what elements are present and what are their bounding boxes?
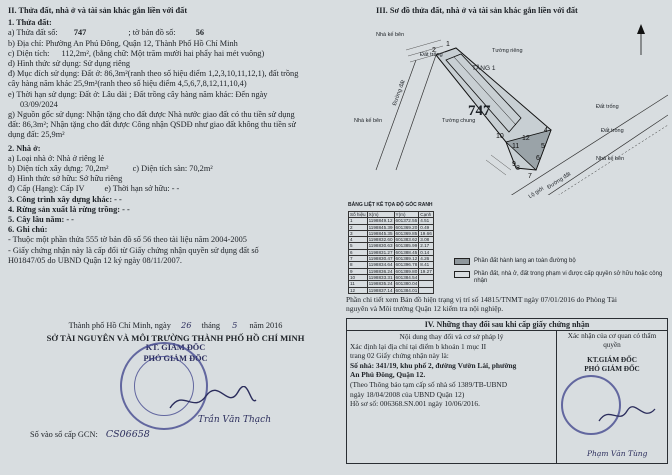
purpose-line-2: cây hàng năm khác 25,9m²(ranh theo số hiệu điểm 4,5,6,7,8,12,11,10,4) [8, 79, 247, 89]
coords-cell: 601384.01 [395, 287, 418, 293]
coords-cell: 1198830.47 [368, 256, 393, 262]
build-area: b) Diện tích xây dựng: 70,2m² [8, 164, 109, 174]
coords-cell: 1198837.14 [368, 287, 393, 293]
other-works: 3. Công trình xây dựng khác: - - [8, 194, 122, 204]
house-type: a) Loại nhà ở: Nhà ở riêng lẻ [8, 153, 105, 163]
purpose-line-1: đ) Mục đích sử dụng: Đất ở: 86,3m²(ranh theo số hiệu điểm 1,2,3,10,11,12,1), đất trồng [8, 69, 299, 79]
date-day: 26 [180, 320, 192, 330]
term-line-2: 03/09/2024 [20, 99, 58, 109]
source-line-2: nguyên và Môi trường Quận 12 kiểm tra nội nghiệp. [346, 304, 504, 313]
label-road-2: Đường đất [546, 171, 573, 191]
svg-text:4: 4 [544, 127, 548, 134]
owned-swatch-icon [454, 271, 470, 278]
coords-cell: 5 [349, 243, 368, 249]
signer-name: Trần Văn Thạch [198, 415, 272, 425]
confirm-signature-scribble [597, 403, 657, 427]
change-1: Xác định lại địa chỉ tại điểm b khoản 1 mục II [350, 341, 487, 351]
address-value: Phường An Phú Đông, Quận 12, Thành Phố Hồ Chí Minh [45, 38, 238, 48]
coords-title: BẢNG LIỆT KÊ TỌA ĐỘ GÓC RANH [348, 202, 433, 208]
label-neighbor-3: Nhà kế bên [596, 156, 625, 162]
coords-cell: 601372.55 [395, 218, 418, 224]
coords-cell: 1 [349, 218, 368, 224]
coords-cell: 1198845.39 [368, 224, 393, 230]
area-line [8, 49, 343, 59]
coords-cell: 4.26 [419, 256, 434, 262]
note-2: - Giấy chứng nhận này là cấp đổi từ Giấy chứng nhận quyền sử dụng đất số [8, 245, 259, 255]
svg-text:11: 11 [512, 143, 520, 150]
svg-text:2: 2 [432, 47, 436, 54]
change-5: (Theo Thông báo tạm cấp số nhà số 1389/TB-UBND [350, 379, 508, 389]
legend-owned-label: Phần đất, nhà ở, đất trong phạm vi được cấp quyền sở hữu hoặc công nhận [474, 271, 663, 284]
right-column [346, 6, 668, 458]
coords-cell: 601388.45 [395, 249, 418, 255]
col-content-header: Nội dung thay đổi và cơ sở pháp lý [399, 332, 504, 341]
label-own-wall: Tường riêng [492, 48, 523, 54]
changes-table [346, 318, 668, 464]
date-month-label: tháng [201, 321, 221, 330]
coords-cell: 601396.78 [395, 262, 418, 268]
change-7: Hồ sơ số: 006368.SN.001 ngày 10/06/2016. [350, 399, 480, 409]
signature-block [8, 320, 343, 425]
entry-label: Số vào sổ cấp GCN: [30, 430, 98, 439]
section-title: II. Thửa đất, nhà ở và tài sản khác gắn liền với đất [8, 6, 188, 15]
label-shared-wall: Tường chung [442, 118, 476, 124]
svg-text:1: 1 [446, 41, 450, 48]
legend-item-owned [454, 271, 664, 285]
coords-cell: 3.08 [419, 237, 434, 243]
origin-line-3: dụng đất: 25,9m² [8, 130, 65, 140]
label-neighbor: Nhà kế bên [376, 32, 405, 38]
svg-text:10: 10 [496, 133, 504, 140]
svg-text:8: 8 [516, 165, 520, 172]
svg-text:12: 12 [522, 135, 530, 142]
coords-table [348, 211, 434, 294]
label-empty-land-3: Đất trống [420, 52, 443, 58]
origin-line-2: đất: 86,3m²; Nhận tặng cho đất được Công nhận QSDĐ như giao đất không thu tiền sử [8, 120, 296, 130]
map-sheet-label: ; tờ bản đồ số: [128, 28, 176, 38]
coords-cell: 601383.62 [395, 237, 418, 243]
changes-confirm-col [557, 331, 667, 464]
grade-row [8, 184, 343, 194]
date-prefix: Thành phố Hồ Chí Minh, ngày [68, 321, 171, 330]
coords-cell: 1198833.31 [368, 274, 393, 280]
date-year: năm 2016 [249, 321, 283, 330]
coords-cell: 1198836.24 [368, 268, 393, 274]
source-line-1: Phần chi tiết xem Bản đồ hiện trạng vị trí số 14815/TNMT ngày 07/01/2016 do Phòng Tài [346, 295, 617, 304]
change-6: ngày 18/04/2008 của UBND Quận 12) [350, 389, 465, 399]
label-empty-land-2: Đất trống [601, 128, 624, 134]
house-grade: đ) Cấp (Hạng): Cấp IV [8, 184, 85, 194]
signature-scribble [168, 386, 258, 416]
coords-cell: 2.17 [419, 243, 434, 249]
svg-text:7: 7 [528, 173, 532, 180]
notes-title: 6. Ghi chú: [8, 225, 48, 235]
confirm-kt: KT.GIÁM ĐỐC [587, 356, 637, 364]
coords-cell: 4.51 [419, 218, 434, 224]
diagram-title: III. Sơ đồ thửa đất, nhà ở và tài sản khác gắn liền với đất [376, 6, 578, 15]
coords-cell: 9 [349, 268, 368, 274]
coords-cell: 601384.54 [395, 274, 418, 280]
coords-cell: 601389.12 [395, 256, 418, 262]
area-value: 112,2m², (bằng chữ: Một trăm mười hai phẩy hai mét vuông) [61, 48, 265, 58]
label-road-3: Lộ giới [527, 185, 546, 201]
parcel-line [8, 28, 343, 38]
land-title: 1. Thửa đất: [8, 18, 52, 28]
coords-cell: 12 [349, 287, 368, 293]
svg-text:6: 6 [536, 155, 540, 162]
coords-block [348, 200, 434, 294]
coords-header-cell: Y(m) [394, 212, 419, 218]
coords-cell: 7 [349, 256, 368, 262]
change-4: An Phú Đông, Quận 12. [350, 370, 426, 380]
note-3: H01847/05 do UBND Quận 12 ký ngày 08/11/2007. [8, 255, 182, 265]
issue-date [8, 320, 343, 331]
coords-cell: 3 [349, 230, 368, 236]
left-column [8, 6, 343, 440]
coords-header-cell: X(m) [367, 212, 394, 218]
parcel-label: a) Thửa đất số: [8, 28, 58, 38]
own-form: d) Hình thức sở hữu: Sở hữu riêng [8, 174, 123, 184]
floor-area: c) Diện tích sàn: 70,2m² [132, 164, 213, 174]
parcel-number: 747 [73, 28, 87, 38]
coords-cell: 8.41 [419, 262, 434, 268]
change-3: Số nhà: 341/19, khu phố 2, đường Vườn Lài, phường [350, 360, 517, 370]
origin-line-1: g) Nguồn gốc sử dụng: Nhận tặng cho đất được Nhà nước giao đất có thu tiền sử dụng [8, 110, 295, 120]
coords-header-cell: Cạnh [419, 212, 434, 218]
coords-cell: 11 [349, 281, 368, 287]
coords-cell: 1198831.27 [368, 249, 393, 255]
coords-cell: 10 [349, 274, 368, 280]
coords-cell: 0.49 [419, 224, 434, 230]
legend-item-corridor [454, 258, 664, 265]
term-line-1: e) Thời hạn sử dụng: Đất ở: Lâu dài ; Đất trồng cây hàng năm khác: Đến ngày [8, 89, 268, 99]
house-title: 2. Nhà ở: [8, 143, 41, 153]
changes-content-col [347, 331, 557, 464]
label-empty-land: Đất trống [596, 104, 619, 110]
coords-cell: 1198845.35 [368, 230, 393, 236]
change-2: trang 02 Giấy chứng nhận này là: [350, 351, 449, 361]
label-neighbor-2: Nhà kế bên [354, 118, 383, 124]
area-label: c) Diện tích: [8, 48, 50, 58]
corridor-swatch-icon [454, 258, 470, 265]
svg-text:9: 9 [512, 161, 516, 168]
confirm-deputy: PHÓ GIÁM ĐỐC [584, 365, 640, 373]
use-form: d) Hình thức sử dụng: Sử dụng riêng [8, 59, 131, 69]
col-confirm-header: Xác nhận của cơ quan có thẩm quyền [567, 332, 657, 349]
entry-number: CS06658 [105, 430, 150, 440]
coords-cell: 1198832.60 [368, 237, 393, 243]
coords-row [349, 287, 434, 293]
coords-cell: 601369.20 [395, 224, 418, 230]
coords-cell: 1198834.64 [368, 262, 393, 268]
coords-cell: 601385.99 [395, 243, 418, 249]
svg-text:5: 5 [541, 143, 545, 150]
map-sheet-number: 56 [195, 28, 204, 38]
coords-cell: 601389.80 [395, 268, 418, 274]
department-name: SỞ TÀI NGUYÊN VÀ MÔI TRƯỜNG THÀNH PHỐ HỒ CHÍ MINH [46, 333, 305, 344]
coords-cell: 2 [349, 224, 368, 230]
date-month: 5 [232, 320, 238, 330]
perennial: 5. Cây lâu năm: - - [8, 215, 74, 225]
entry-line [30, 430, 150, 440]
coords-cell: 601380.04 [395, 281, 418, 287]
address-label: b) Địa chỉ: [8, 38, 44, 48]
coords-cell: 1198849.12 [368, 218, 393, 224]
coords-cell: 4 [349, 237, 368, 243]
coords-cell: 6 [349, 249, 368, 255]
changes-title: IV. Những thay đổi sau khi cấp giấy chứng nhận [347, 319, 667, 331]
coords-cell: 0.14 [419, 249, 434, 255]
deputy-label: PHÓ GIÁM ĐỐC [143, 353, 208, 363]
coords-cell: 19.27 [420, 268, 432, 274]
coords-cell: 1198835.24 [368, 281, 393, 287]
coords-cell: 8 [349, 262, 368, 268]
legend [454, 258, 664, 285]
coords-cell: 19.66 [420, 230, 432, 236]
coords-cell: 1198830.63 [368, 243, 393, 249]
address-line [8, 39, 343, 49]
coords-cell: 601369.85 [395, 230, 418, 236]
coords-cell [419, 287, 434, 293]
kt-label: KT. GIÁM ĐỐC [145, 343, 206, 353]
area-row [8, 164, 343, 174]
label-road: Đường đất [391, 79, 407, 107]
coords-header-cell: Số hiệu [350, 212, 366, 217]
own-term: e) Thời hạn sở hữu: - - [104, 184, 180, 194]
legend-corridor-label: Phần đất hành lang an toàn đường bộ [474, 258, 576, 264]
floor-label: TẦNG 1 [472, 65, 496, 72]
confirm-signer: Phạm Văn Tùng [587, 449, 648, 458]
parcel-big-number: 747 [468, 103, 491, 119]
forest: 4. Rừng sản xuất là rừng trồng: - - [8, 204, 130, 214]
note-1: - Thuộc một phần thửa 555 tờ bản đồ số 56 theo tài liệu năm 2004-2005 [8, 235, 247, 245]
